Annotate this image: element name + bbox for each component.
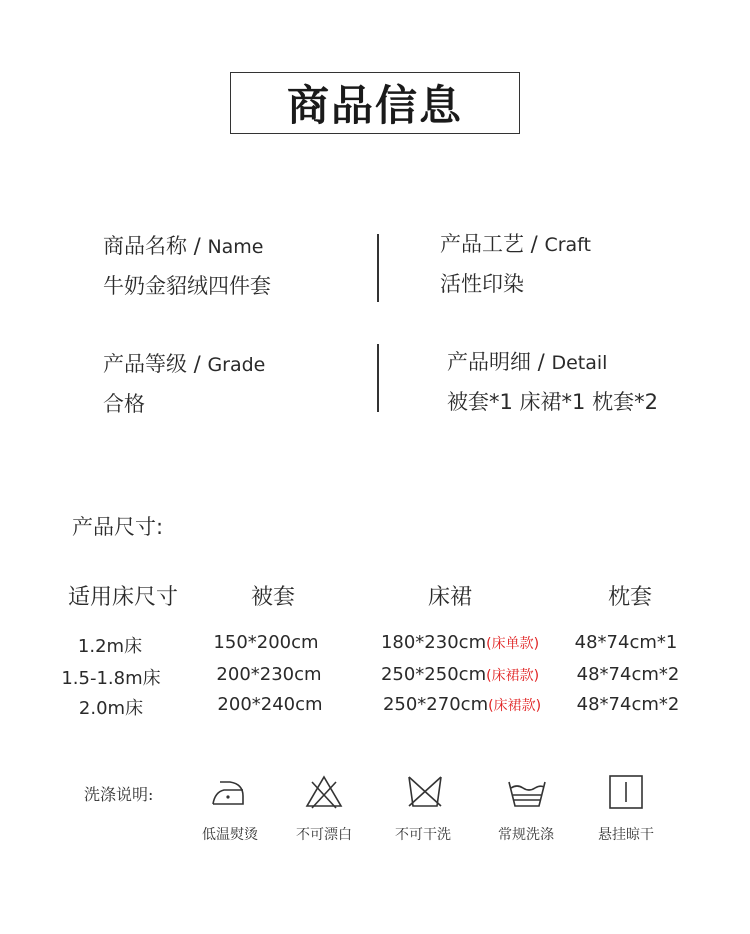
info-craft-label	[440, 228, 591, 258]
size-row-1-skirt-note: (床单款)	[486, 636, 540, 652]
care-caption-wash: 常规洗涤	[498, 827, 554, 843]
info-name-label-en: Name	[207, 236, 264, 258]
size-row-2-bed: 1.5-1.8m床	[61, 668, 161, 689]
hang-dry-icon	[606, 774, 646, 810]
size-row-2-skirt	[355, 664, 565, 685]
info-grade-sep: /	[187, 352, 208, 376]
info-grade	[103, 348, 265, 418]
size-header-bed: 适用床尺寸	[67, 585, 178, 610]
size-row-1-pillow: 48*74cm*1	[574, 632, 678, 653]
size-row-2-pillow: 48*74cm*2	[576, 664, 680, 685]
size-row-1-bed: 1.2m床	[77, 636, 143, 657]
no-bleach-icon	[304, 774, 344, 810]
info-detail-label	[447, 346, 658, 376]
info-craft	[440, 228, 591, 298]
info-craft-label-cn: 产品工艺	[440, 232, 524, 256]
size-section-title: 产品尺寸:	[72, 515, 164, 539]
info-craft-value: 活性印染	[440, 272, 524, 296]
care-caption-dry-clean: 不可干洗	[395, 827, 451, 843]
size-row-1-duvet: 150*200cm	[213, 632, 319, 653]
info-detail-label-cn: 产品明细	[447, 350, 531, 374]
info-craft-label-en: Craft	[544, 234, 591, 256]
info-name-sep: /	[187, 234, 208, 258]
divider-line	[377, 234, 379, 302]
info-craft-sep: /	[524, 232, 545, 256]
size-row-3-skirt	[357, 694, 567, 715]
size-row-3-duvet: 200*240cm	[217, 694, 323, 715]
info-detail	[447, 346, 658, 416]
info-detail-label-en: Detail	[551, 352, 608, 374]
size-row-2-duvet: 200*230cm	[216, 664, 322, 685]
size-row-2-skirt-note: (床裙款)	[486, 668, 540, 684]
info-name	[103, 230, 271, 300]
size-header-duvet: 被套	[250, 585, 295, 610]
care-caption-bleach: 不可漂白	[296, 827, 352, 843]
size-row-3-skirt-value: 250*270cm	[382, 694, 489, 715]
info-name-label-cn: 商品名称	[103, 234, 187, 258]
size-header-skirt: 床裙	[427, 585, 472, 610]
no-dry-clean-icon	[405, 774, 445, 810]
care-caption-hang: 悬挂晾干	[598, 827, 654, 843]
size-row-2-skirt-value: 250*250cm	[380, 664, 487, 685]
title-box	[230, 72, 520, 134]
size-row-3-pillow: 48*74cm*2	[576, 694, 680, 715]
info-detail-sep: /	[531, 350, 552, 374]
divider-line	[377, 344, 379, 412]
info-grade-label-cn: 产品等级	[103, 352, 187, 376]
size-row-1-skirt-value: 180*230cm	[380, 632, 487, 653]
info-name-label	[103, 230, 271, 260]
info-grade-label	[103, 348, 265, 378]
info-grade-label-en: Grade	[207, 354, 266, 376]
info-grade-value: 合格	[103, 392, 145, 416]
care-label: 洗涤说明:	[84, 785, 154, 804]
normal-wash-icon	[507, 774, 547, 810]
size-header-pillow: 枕套	[607, 585, 652, 610]
page-title: 商品信息	[286, 81, 463, 130]
info-name-value: 牛奶金貂绒四件套	[103, 274, 271, 298]
size-row-3-bed: 2.0m床	[78, 698, 144, 719]
size-row-3-skirt-note: (床裙款)	[488, 698, 542, 714]
low-temp-iron-icon	[208, 774, 248, 810]
care-caption-iron: 低温熨烫	[202, 827, 258, 843]
info-detail-value: 被套*1 床裙*1 枕套*2	[447, 390, 658, 414]
size-row-1-skirt	[355, 632, 565, 653]
